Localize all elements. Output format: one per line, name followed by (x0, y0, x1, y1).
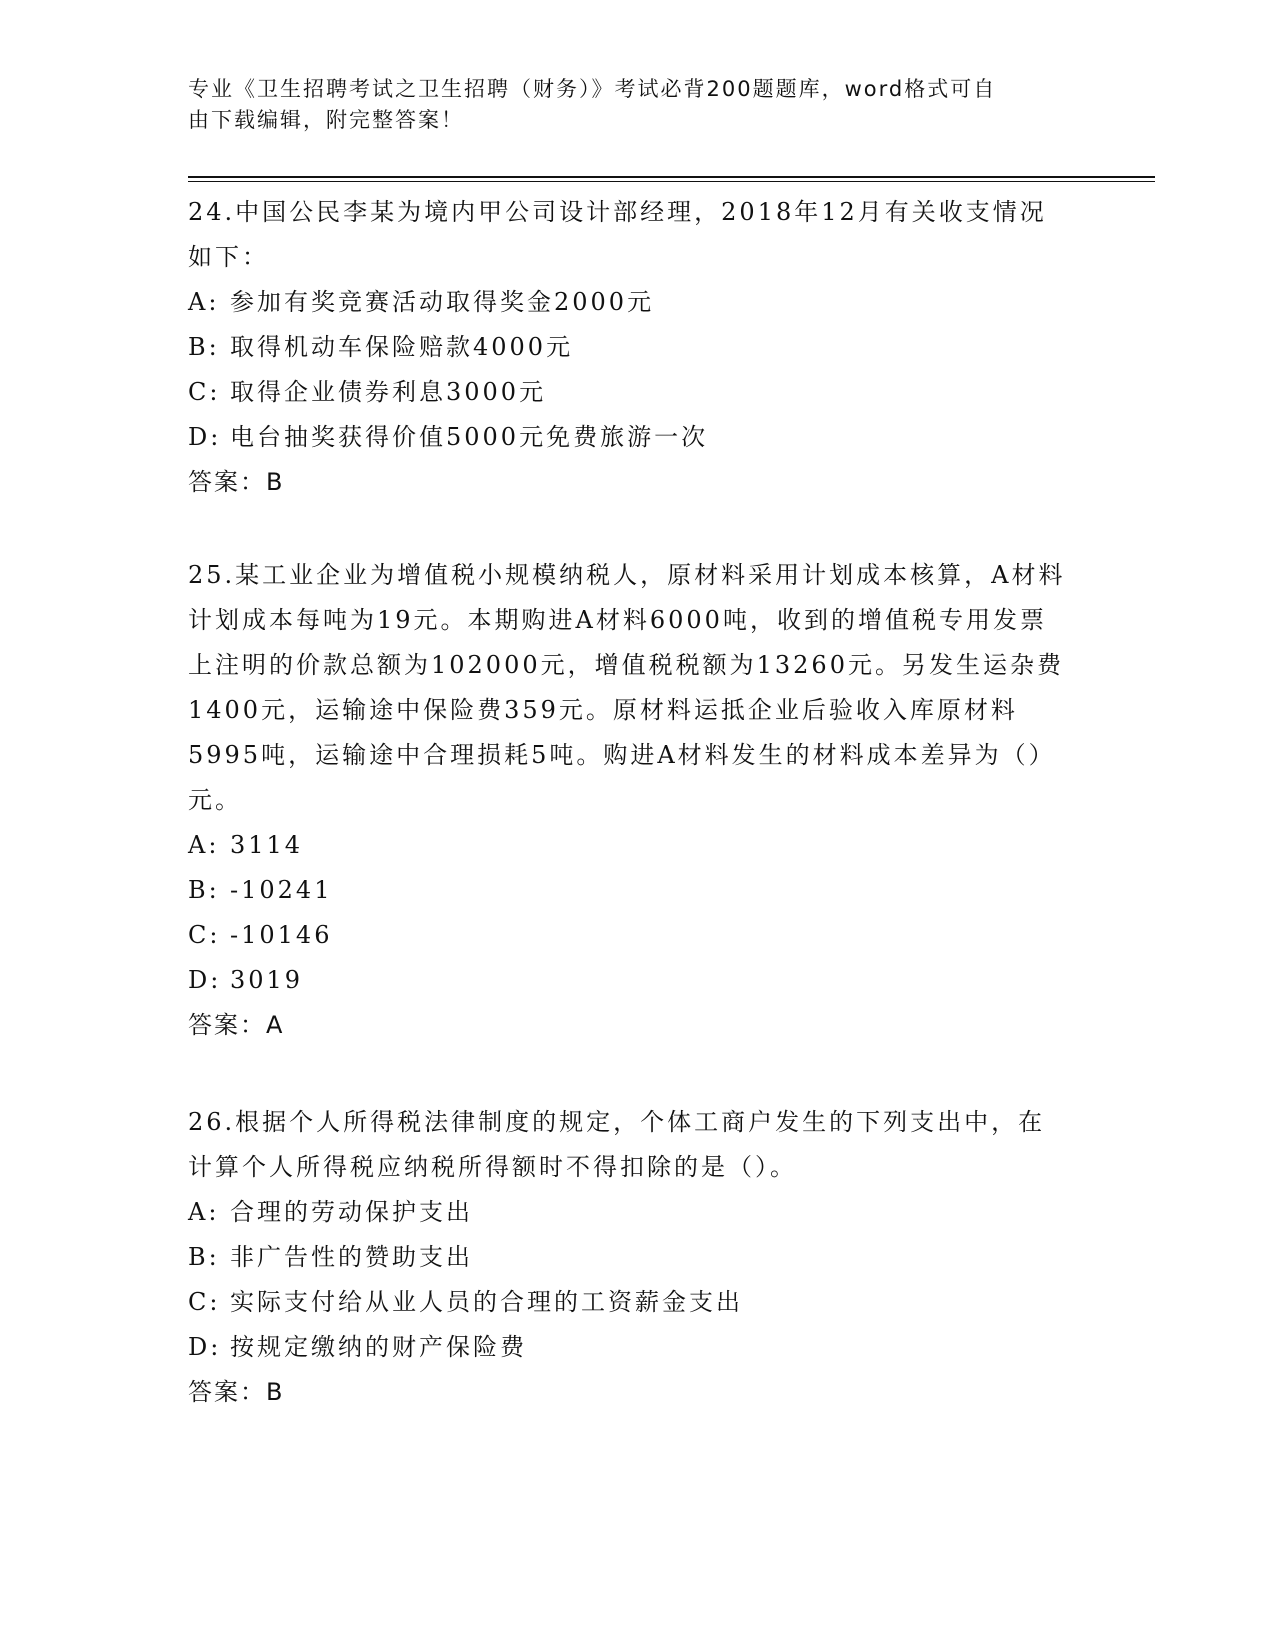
option-text: 合理的劳动保护支出 (230, 1198, 473, 1226)
answer-label: 答案：A (188, 1011, 285, 1039)
question-stem: 25.某工业企业为增值税小规模纳税人，原材料采用计划成本核算，A材料计划成本每吨为19元。本期购进A材料6000吨，收到的增值税专用发票上注明的价款总额为102000元，增值税税额为13260元。另发生运杂费1400元，运输途中保险费359元。原材料运抵企业后验收入库原材料5995吨，运输途中合理损耗5吨。购进A材料发生的材料成本差异为（）元。 (188, 561, 1066, 814)
option-text: 3019 (230, 966, 304, 994)
option-a (188, 1190, 1068, 1235)
option-text: 按规定缴纳的财产保险费 (230, 1333, 527, 1361)
option-key: A: (188, 1198, 220, 1226)
option-text: 非广告性的赞助支出 (230, 1243, 473, 1271)
option-text: 取得机动车保险赔款4000元 (230, 333, 574, 361)
question-stem: 26.根据个人所得税法律制度的规定，个体工商户发生的下列支出中，在计算个人所得税应纳税所得额时不得扣除的是（）。 (188, 1108, 1046, 1181)
option-b (188, 325, 1068, 370)
option-text: 参加有奖竞赛活动取得奖金2000元 (230, 288, 655, 316)
option-c (188, 370, 1068, 415)
option-text: 电台抽奖获得价值5000元免费旅游一次 (230, 423, 709, 451)
option-text: 实际支付给从业人员的合理的工资薪金支出 (230, 1288, 743, 1316)
header-line-2: 由下载编辑，附完整答案！ (188, 108, 464, 132)
option-b (188, 1235, 1068, 1280)
question-stem: 24.中国公民李某为境内甲公司设计部经理，2018年12月有关收支情况如下： (188, 198, 1047, 271)
header-divider-thin (188, 181, 1155, 182)
option-key: D: (188, 1333, 222, 1361)
option-text: -10241 (230, 876, 333, 904)
option-b (188, 868, 1068, 913)
option-key: A: (188, 288, 220, 316)
header-line-1: 专业《卫生招聘考试之卫生招聘（财务）》考试必背200题题库，word格式可自 (188, 77, 997, 101)
question-25 (188, 553, 1068, 1048)
header-divider-thick (188, 176, 1155, 178)
option-text: 取得企业债券利息3000元 (230, 378, 547, 406)
option-d (188, 415, 1068, 460)
option-d (188, 1325, 1068, 1370)
option-key: C: (188, 921, 221, 949)
option-key: C: (188, 378, 221, 406)
answer-label: 答案：B (188, 1378, 285, 1406)
option-a (188, 823, 1068, 868)
option-d (188, 958, 1068, 1003)
option-key: D: (188, 966, 222, 994)
option-text: 3114 (230, 831, 304, 859)
option-key: A: (188, 831, 220, 859)
document-header (188, 74, 1068, 136)
option-key: D: (188, 423, 222, 451)
option-key: B: (188, 333, 220, 361)
option-key: B: (188, 1243, 220, 1271)
question-24 (188, 190, 1068, 505)
answer-label: 答案：B (188, 468, 285, 496)
option-c (188, 1280, 1068, 1325)
option-c (188, 913, 1068, 958)
option-key: B: (188, 876, 220, 904)
option-text: -10146 (230, 921, 333, 949)
option-a (188, 280, 1068, 325)
question-26 (188, 1100, 1068, 1415)
option-key: C: (188, 1288, 221, 1316)
